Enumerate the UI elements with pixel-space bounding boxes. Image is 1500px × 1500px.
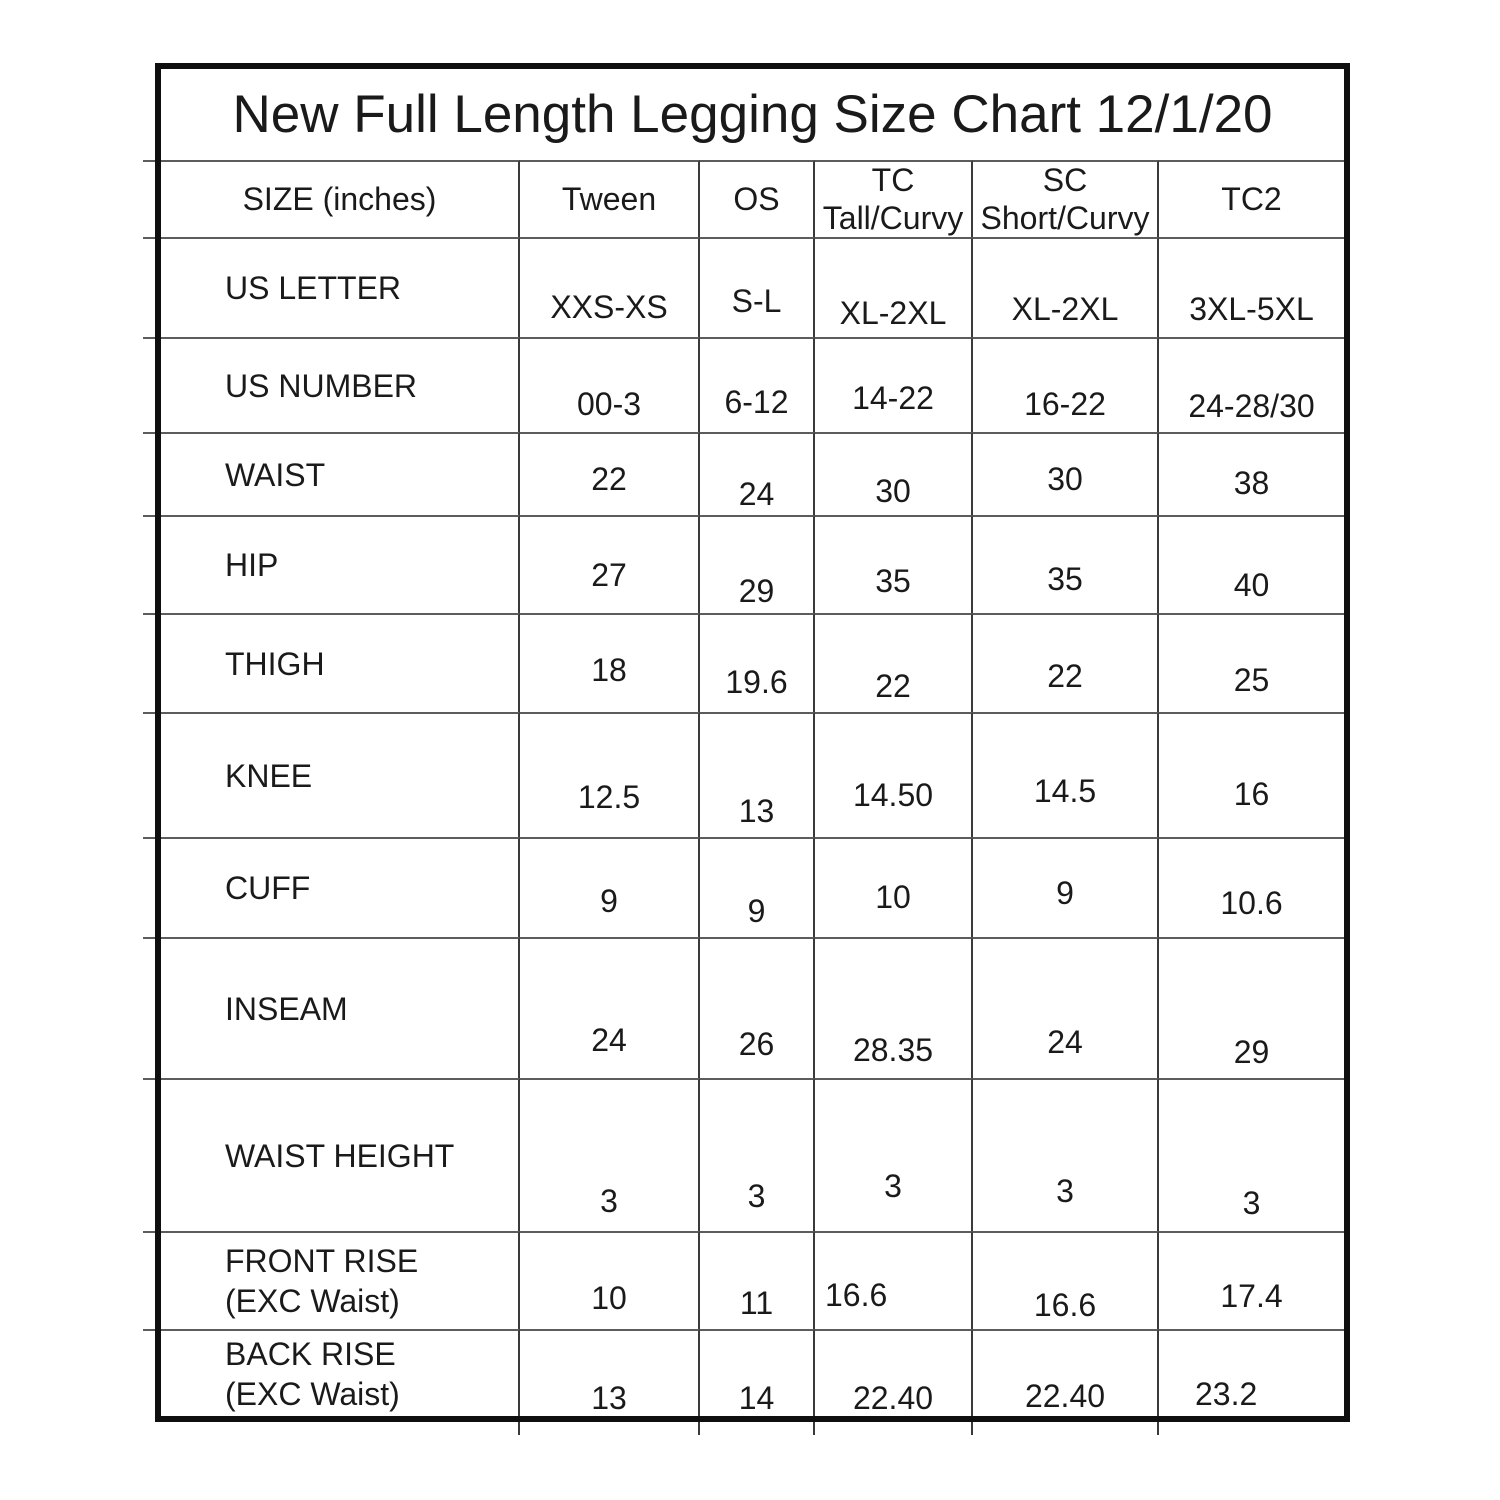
value-cell: 23.2	[1159, 1329, 1344, 1416]
value-cell: 3	[700, 1078, 815, 1231]
value-cell: XL-2XL	[815, 237, 973, 337]
gridline-overshoot	[143, 1231, 155, 1233]
header-cell-size	[161, 160, 520, 237]
value-cell: 28.35	[815, 937, 973, 1078]
gridline-overshoot	[1157, 1422, 1159, 1435]
value-cell: 18	[520, 613, 700, 712]
row-label-waist-height: WAIST HEIGHT	[161, 1078, 520, 1231]
gridline-overshoot	[143, 1329, 155, 1331]
value-cell: 3	[973, 1078, 1159, 1231]
header-cell-tc	[815, 160, 973, 237]
value-cell: 26	[700, 937, 815, 1078]
gridline-overshoot	[143, 712, 155, 714]
value-cell: 11	[700, 1231, 815, 1329]
value-cell: 3	[520, 1078, 700, 1231]
value-cell: 9	[520, 837, 700, 937]
value-cell: 22	[815, 613, 973, 712]
value-cell: 22.40	[815, 1329, 973, 1416]
row-label-back-rise: BACK RISE (EXC Waist)	[161, 1329, 520, 1416]
value-cell: 10.6	[1159, 837, 1344, 937]
header-sublabel: Short/Curvy	[980, 199, 1150, 236]
gridline-overshoot	[143, 937, 155, 939]
value-cell: 6-12	[700, 337, 815, 432]
header-cell-sc	[973, 160, 1159, 237]
value-cell: 16.6	[815, 1231, 973, 1329]
header-label: OS	[733, 180, 780, 217]
value-cell: 3	[815, 1078, 973, 1231]
value-cell: 10	[520, 1231, 700, 1329]
header-cell-tween	[520, 160, 700, 237]
gridline-overshoot	[143, 237, 155, 239]
header-label: SIZE (inches)	[242, 180, 437, 217]
value-cell: XXS-XS	[520, 237, 700, 337]
gridline-overshoot	[143, 1078, 155, 1080]
value-cell: 16	[1159, 712, 1344, 837]
row-label-inseam: INSEAM	[161, 937, 520, 1078]
value-cell: S-L	[700, 237, 815, 337]
header-label: SC	[1042, 161, 1088, 198]
value-cell: 00-3	[520, 337, 700, 432]
value-cell: 38	[1159, 432, 1344, 515]
gridline-overshoot	[518, 1422, 520, 1435]
value-cell: 24	[973, 937, 1159, 1078]
chart-title: New Full Length Legging Size Chart 12/1/20	[232, 85, 1273, 144]
value-cell: XL-2XL	[973, 237, 1159, 337]
gridline-overshoot	[143, 337, 155, 339]
value-cell: 24	[700, 432, 815, 515]
header-cell-tc2	[1159, 160, 1344, 237]
header-label: TC2	[1221, 180, 1282, 217]
value-cell: 27	[520, 515, 700, 613]
value-cell: 22.40	[973, 1329, 1159, 1416]
value-cell: 22	[520, 432, 700, 515]
gridline-overshoot	[971, 1422, 973, 1435]
value-cell: 25	[1159, 613, 1344, 712]
value-cell: 24	[520, 937, 700, 1078]
value-cell: 14	[700, 1329, 815, 1416]
value-cell: 24-28/30	[1159, 337, 1344, 432]
header-label: Tween	[561, 180, 657, 217]
gridline-overshoot	[143, 613, 155, 615]
value-cell: 30	[973, 432, 1159, 515]
size-chart-table	[155, 63, 1350, 1422]
gridline-overshoot	[698, 1422, 700, 1435]
row-label-hip: HIP	[161, 515, 520, 613]
value-cell: 35	[815, 515, 973, 613]
gridline-overshoot	[143, 837, 155, 839]
value-cell: 14-22	[815, 337, 973, 432]
row-label-us-number: US NUMBER	[161, 337, 520, 432]
value-cell: 30	[815, 432, 973, 515]
header-cell-os	[700, 160, 815, 237]
value-cell: 14.5	[973, 712, 1159, 837]
value-cell: 14.50	[815, 712, 973, 837]
value-cell: 9	[973, 837, 1159, 937]
row-label-waist: WAIST	[161, 432, 520, 515]
value-cell: 3XL-5XL	[1159, 237, 1344, 337]
value-cell: 13	[520, 1329, 700, 1416]
header-sublabel: Tall/Curvy	[822, 199, 964, 236]
row-label-knee: KNEE	[161, 712, 520, 837]
value-cell: 13	[700, 712, 815, 837]
row-label-thigh: THIGH	[161, 613, 520, 712]
value-cell: 9	[700, 837, 815, 937]
value-cell: 29	[700, 515, 815, 613]
gridline-overshoot	[143, 160, 155, 162]
gridline-overshoot	[143, 432, 155, 434]
gridline-overshoot	[143, 515, 155, 517]
value-cell: 16-22	[973, 337, 1159, 432]
value-cell: 22	[973, 613, 1159, 712]
value-cell: 40	[1159, 515, 1344, 613]
value-cell: 29	[1159, 937, 1344, 1078]
value-cell: 19.6	[700, 613, 815, 712]
row-label-front-rise: FRONT RISE (EXC Waist)	[161, 1231, 520, 1329]
gridline-overshoot	[813, 1422, 815, 1435]
value-cell: 35	[973, 515, 1159, 613]
value-cell: 17.4	[1159, 1231, 1344, 1329]
value-cell: 3	[1159, 1078, 1344, 1231]
row-label-us-letter: US LETTER	[161, 237, 520, 337]
value-cell: 16.6	[973, 1231, 1159, 1329]
value-cell: 10	[815, 837, 973, 937]
row-label-cuff: CUFF	[161, 837, 520, 937]
value-cell: 12.5	[520, 712, 700, 837]
header-label: TC	[871, 161, 915, 198]
